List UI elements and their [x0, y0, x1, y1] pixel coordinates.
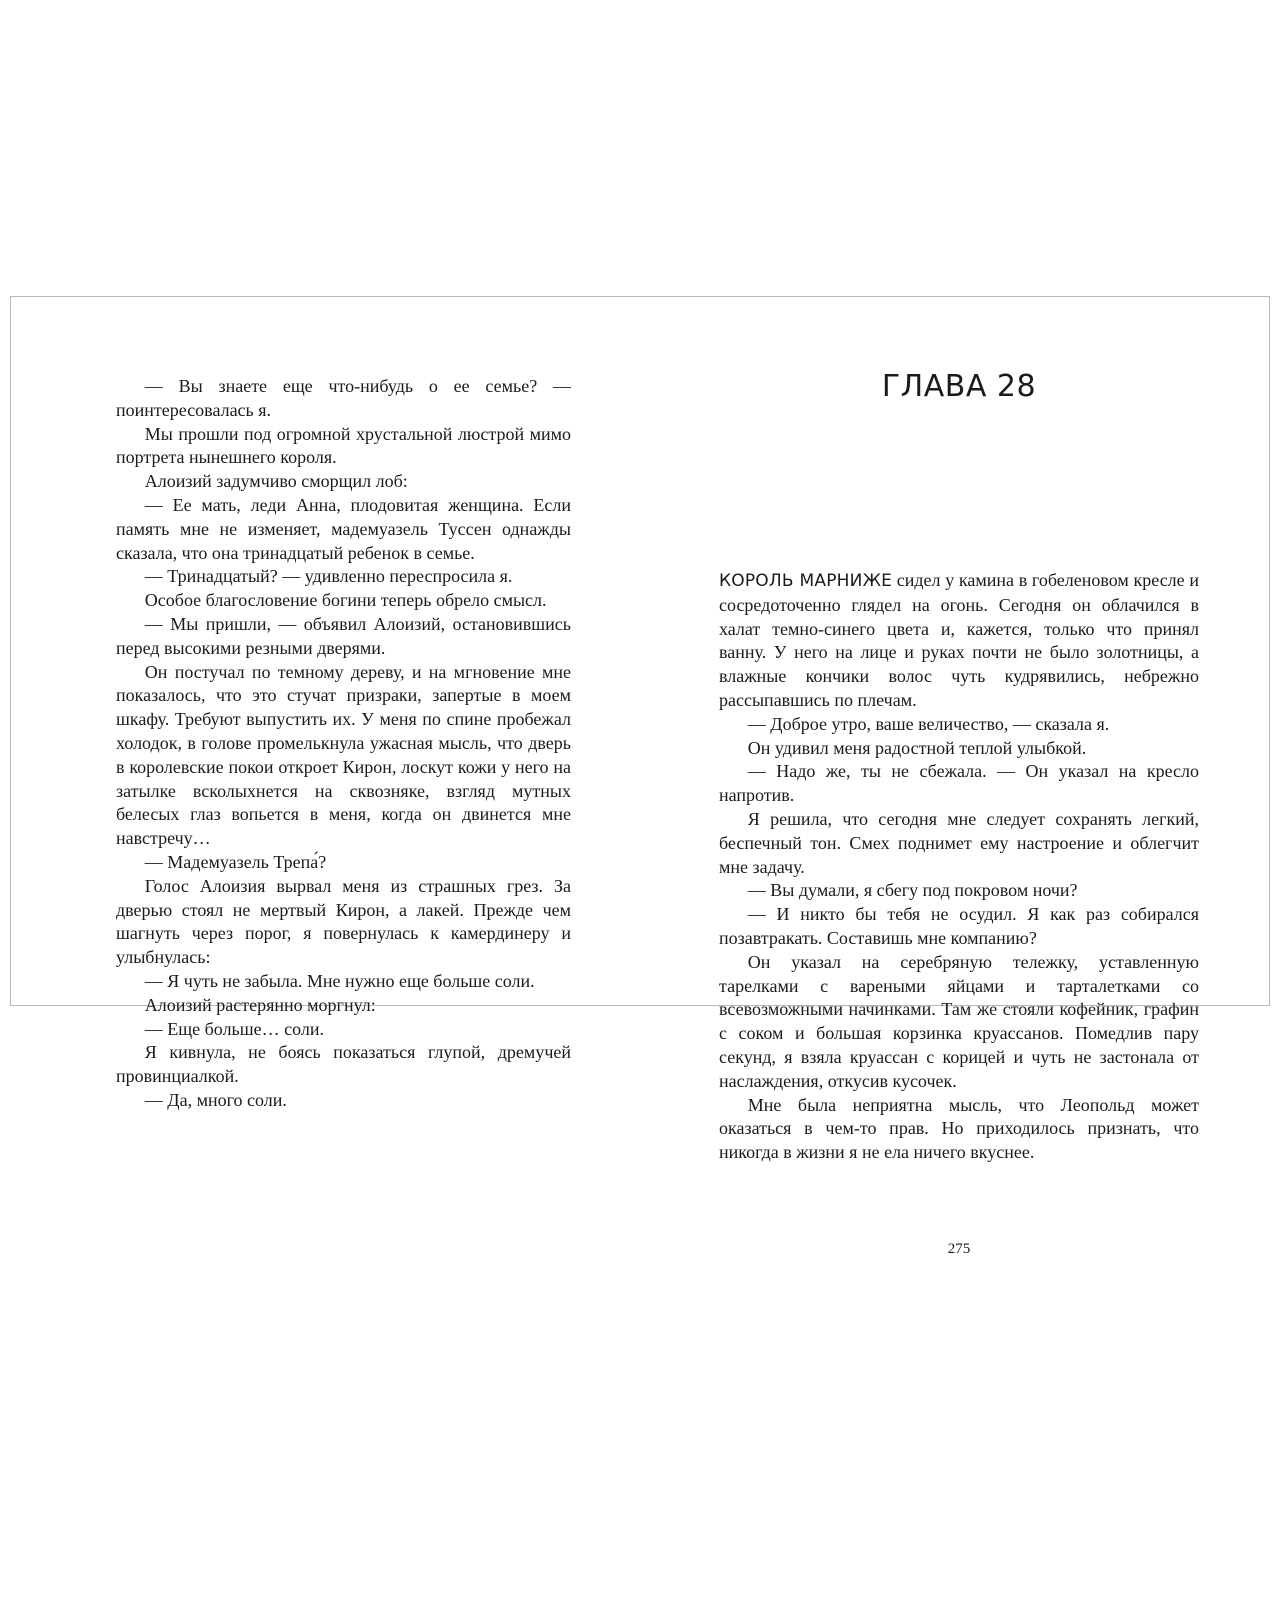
- paragraph: — Мы пришли, — объявил Алоизий, остановившись перед высокими резными дверями.: [116, 613, 571, 658]
- paragraph: — Доброе утро, ваше величество, — сказала я.: [747, 713, 1110, 734]
- paragraph: Голос Алоизия вырвал меня из страшных грез. За дверью стоял не мертвый Кирон, а лакей. Прежде чем шагнуть через порог, я повернулась к камердинеру и улыбнулась:: [116, 875, 571, 968]
- paragraph: — Вы знаете еще что-нибудь о ее семье? — поинтересовалась я.: [116, 376, 571, 420]
- paragraph: — Еще больше… соли.: [144, 1018, 324, 1039]
- paragraph: Он удивил меня радостной теплой улыбкой.: [747, 737, 1087, 758]
- paragraph: Алоизий задумчиво сморщил лоб:: [144, 471, 408, 492]
- paragraph: — Тринадцатый? — удивленно переспросила я.: [144, 566, 513, 587]
- lead-caps: КОРОЛЬ МАРНИЖЕ: [719, 571, 893, 591]
- chapter-title: ГЛАВА 28: [881, 369, 1037, 404]
- paragraph: Алоизий растерянно моргнул:: [144, 994, 376, 1015]
- paragraph: Он постучал по темному дереву, и на мгновение мне показалось, что это стучат призраки, запертые в моем шкафу. Требуют выпустить их. У меня по спине пробежал холодок, в голове промелькнула ужасная мысль, что дверь в королевские покои откроет Кирон, лоскут кожи у него на затылке всколыхнется на сквозняке, взгляд мутных белесых глаз вопьется в меня, когда он двинется мне навстречу…: [116, 661, 571, 849]
- book-spread: [10, 296, 1270, 1257]
- page-number: 275: [947, 1241, 971, 1257]
- right-page: [719, 569, 1199, 1165]
- left-page: [116, 375, 571, 1113]
- paragraph: Мне была неприятна мысль, что Леопольд может оказаться в чем-то прав. Но приходилось признать, что никогда в жизни я не ела ничего вкуснее.: [719, 1094, 1199, 1163]
- paragraph: — И никто бы тебя не осудил. Я как раз собирался позавтракать. Составишь мне компанию?: [719, 904, 1199, 948]
- paragraph: Он указал на серебряную тележку, уставленную тарелками с вареными яйцами и тарталетками со всевозможными начинками. Там же стояли кофейник, графин с соком и большая корзинка круассанов. Помедлив пару секунд, я взяла круассан с корицей и чуть не застонала от наслаждения, откусив кусочек.: [719, 951, 1199, 1091]
- paragraph: — Да, много соли.: [144, 1089, 287, 1110]
- paragraph: — Мадемуазель Трепа́?: [144, 851, 327, 872]
- paragraph: Я решила, что сегодня мне следует сохранять легкий, беспечный тон. Смех поднимет ему настроение и облегчит мне задачу.: [719, 808, 1199, 877]
- paragraph: — Вы думали, я сбегу под покровом ночи?: [747, 880, 1078, 901]
- paragraph: — Ее мать, леди Анна, плодовитая женщина. Если память мне не изменяет, мадемуазель Туссен однажды сказала, что она тринадцатый ребенок в семье.: [116, 494, 571, 563]
- paragraph: Я кивнула, не боясь показаться глупой, дремучей провинциалкой.: [116, 1042, 571, 1087]
- paragraph: — Я чуть не забыла. Мне нужно еще больше соли.: [144, 970, 535, 991]
- paragraph: Особое благословение богини теперь обрело смысл.: [144, 590, 547, 611]
- paragraph: Мы прошли под огромной хрустальной люстрой мимо портрета нынешнего короля.: [116, 423, 571, 468]
- chapter-opening-paragraph: [719, 569, 1199, 713]
- opening-text: сидел у камина в гобеленовом кресле и сосредоточенно глядел на огонь. Сегодня он облачился в халат темно-синего цвета и, кажется, только что принял ванну. У него на лице и руках почти не было золотницы, а влажные кончики волос чуть кудрявились, небрежно рассыпавшись по плечам.: [719, 570, 1199, 710]
- paragraph: — Надо же, ты не сбежала. — Он указал на кресло напротив.: [719, 761, 1199, 806]
